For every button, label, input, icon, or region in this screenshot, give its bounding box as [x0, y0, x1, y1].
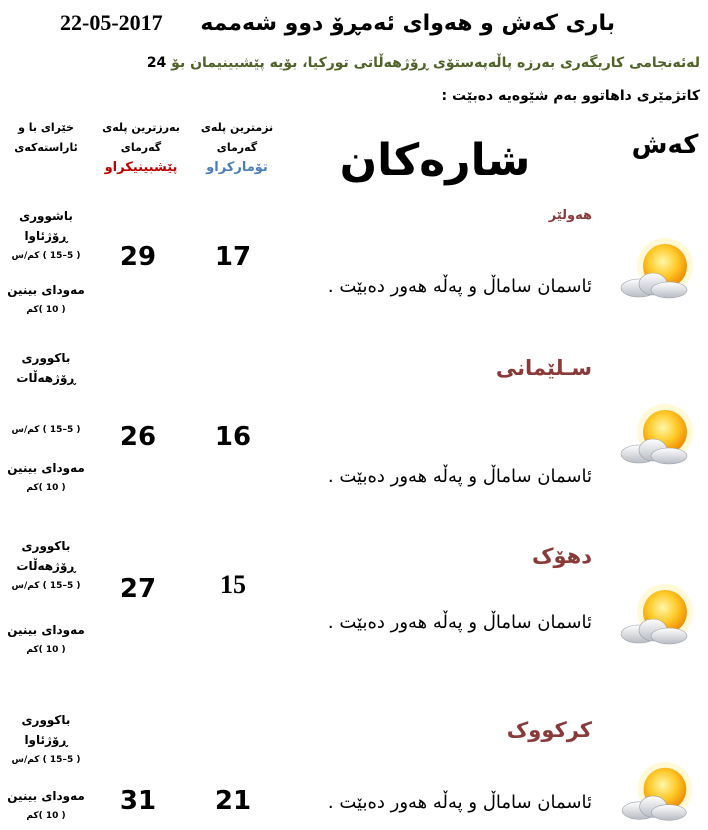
min-temp-value: 15	[220, 570, 246, 599]
city-name: سـلێمانی	[495, 356, 592, 380]
forecast-intro	[10, 55, 700, 71]
column-cities: شارەکان	[339, 135, 531, 186]
wind-direction-1: باکووری	[21, 713, 71, 727]
max-temp-label-2: گەرمای	[120, 141, 162, 154]
visibility-label: مەودای بینین	[7, 283, 85, 297]
city-name: هەولێر	[548, 208, 592, 223]
wind-info	[0, 348, 92, 498]
visibility-label: مەودای بینین	[7, 623, 85, 637]
wind-label-1: خێرای با و	[18, 121, 74, 134]
column-wind	[2, 118, 90, 158]
title-text: باری کەش و هەوای ئەمڕۆ دوو شەممە	[200, 11, 615, 36]
wind-label-2: ئاراستەکەی	[14, 141, 78, 154]
min-temp-value: 21	[214, 786, 252, 816]
sky-condition: ئاسمان ساماڵ و پەڵە هەور دەبێت .	[327, 792, 592, 813]
visibility-label: مەودای بینین	[7, 789, 85, 803]
wind-speed: ( 5–15 ) کم/س	[11, 251, 81, 261]
max-temp-value: 31	[119, 786, 157, 816]
wind-direction-1: باکووری	[21, 539, 71, 553]
visibility-value: ( 10 )کم	[26, 483, 66, 493]
max-temp-sub: پێشبینیکراو	[104, 160, 178, 175]
column-weather: کەش	[631, 130, 699, 160]
column-max-temp	[98, 118, 184, 178]
visibility-value: ( 10 )کم	[26, 645, 66, 655]
min-temp-label-1: نزمترین پلەی	[200, 121, 274, 134]
sun-cloud-icon	[617, 760, 707, 830]
page-title	[20, 10, 680, 42]
wind-speed: ( 5–15 ) کم/س	[11, 755, 81, 765]
min-temp-sub: تۆمارکراو	[206, 160, 268, 175]
visibility-value: ( 10 )کم	[26, 811, 66, 821]
max-temp-value: 29	[119, 242, 157, 272]
column-min-temp	[196, 118, 278, 178]
max-temp-label-1: بەرزترین پلەی	[102, 121, 180, 134]
forecast-date: 22-05-2017	[60, 10, 163, 35]
wind-info	[0, 536, 92, 660]
min-temp-label-2: گەرمای	[216, 141, 258, 154]
sun-cloud-icon	[617, 236, 707, 308]
wind-direction-1: باکووری	[21, 351, 71, 365]
intro-text: لەئەنجامی کاریگەری بەرزە پاڵەپەستۆی ڕۆژهەڵاتی تورکیا، بۆیە پێشبینیمان بۆ	[171, 55, 700, 71]
sky-condition: ئاسمان ساماڵ و پەڵە هەور دەبێت .	[327, 612, 592, 633]
forecast-intro-2: کاتژمێری داهاتوو بەم شێوەیە دەبێت :	[441, 88, 700, 104]
wind-speed: ( 5–15 ) کم/س	[11, 425, 81, 435]
wind-direction-2: ڕۆژهەڵات	[16, 559, 76, 573]
city-name: دهۆک	[531, 544, 592, 568]
sky-condition: ئاسمان ساماڵ و پەڵە هەور دەبێت .	[327, 276, 592, 297]
wind-direction-2: ڕۆژئاوا	[24, 229, 68, 243]
wind-info	[0, 710, 92, 826]
visibility-value: ( 10 )کم	[26, 305, 66, 315]
visibility-label: مەودای بینین	[7, 461, 85, 475]
intro-hours: 24	[146, 55, 167, 71]
wind-speed: ( 5–15 ) کم/س	[11, 581, 81, 591]
max-temp-value: 27	[119, 574, 157, 604]
wind-direction-1: باشووری	[19, 209, 73, 223]
min-temp-value: 16	[214, 422, 252, 452]
sun-cloud-icon	[617, 402, 707, 474]
sun-cloud-icon	[617, 582, 707, 654]
city-name: کرکووک	[506, 718, 592, 742]
sky-condition: ئاسمان ساماڵ و پەڵە هەور دەبێت .	[327, 466, 592, 487]
min-temp-value: 17	[214, 242, 252, 272]
wind-direction-2: ڕۆژهەڵات	[16, 371, 76, 385]
wind-info	[0, 206, 92, 320]
max-temp-value: 26	[119, 422, 157, 452]
wind-direction-2: ڕۆژئاوا	[24, 733, 68, 747]
